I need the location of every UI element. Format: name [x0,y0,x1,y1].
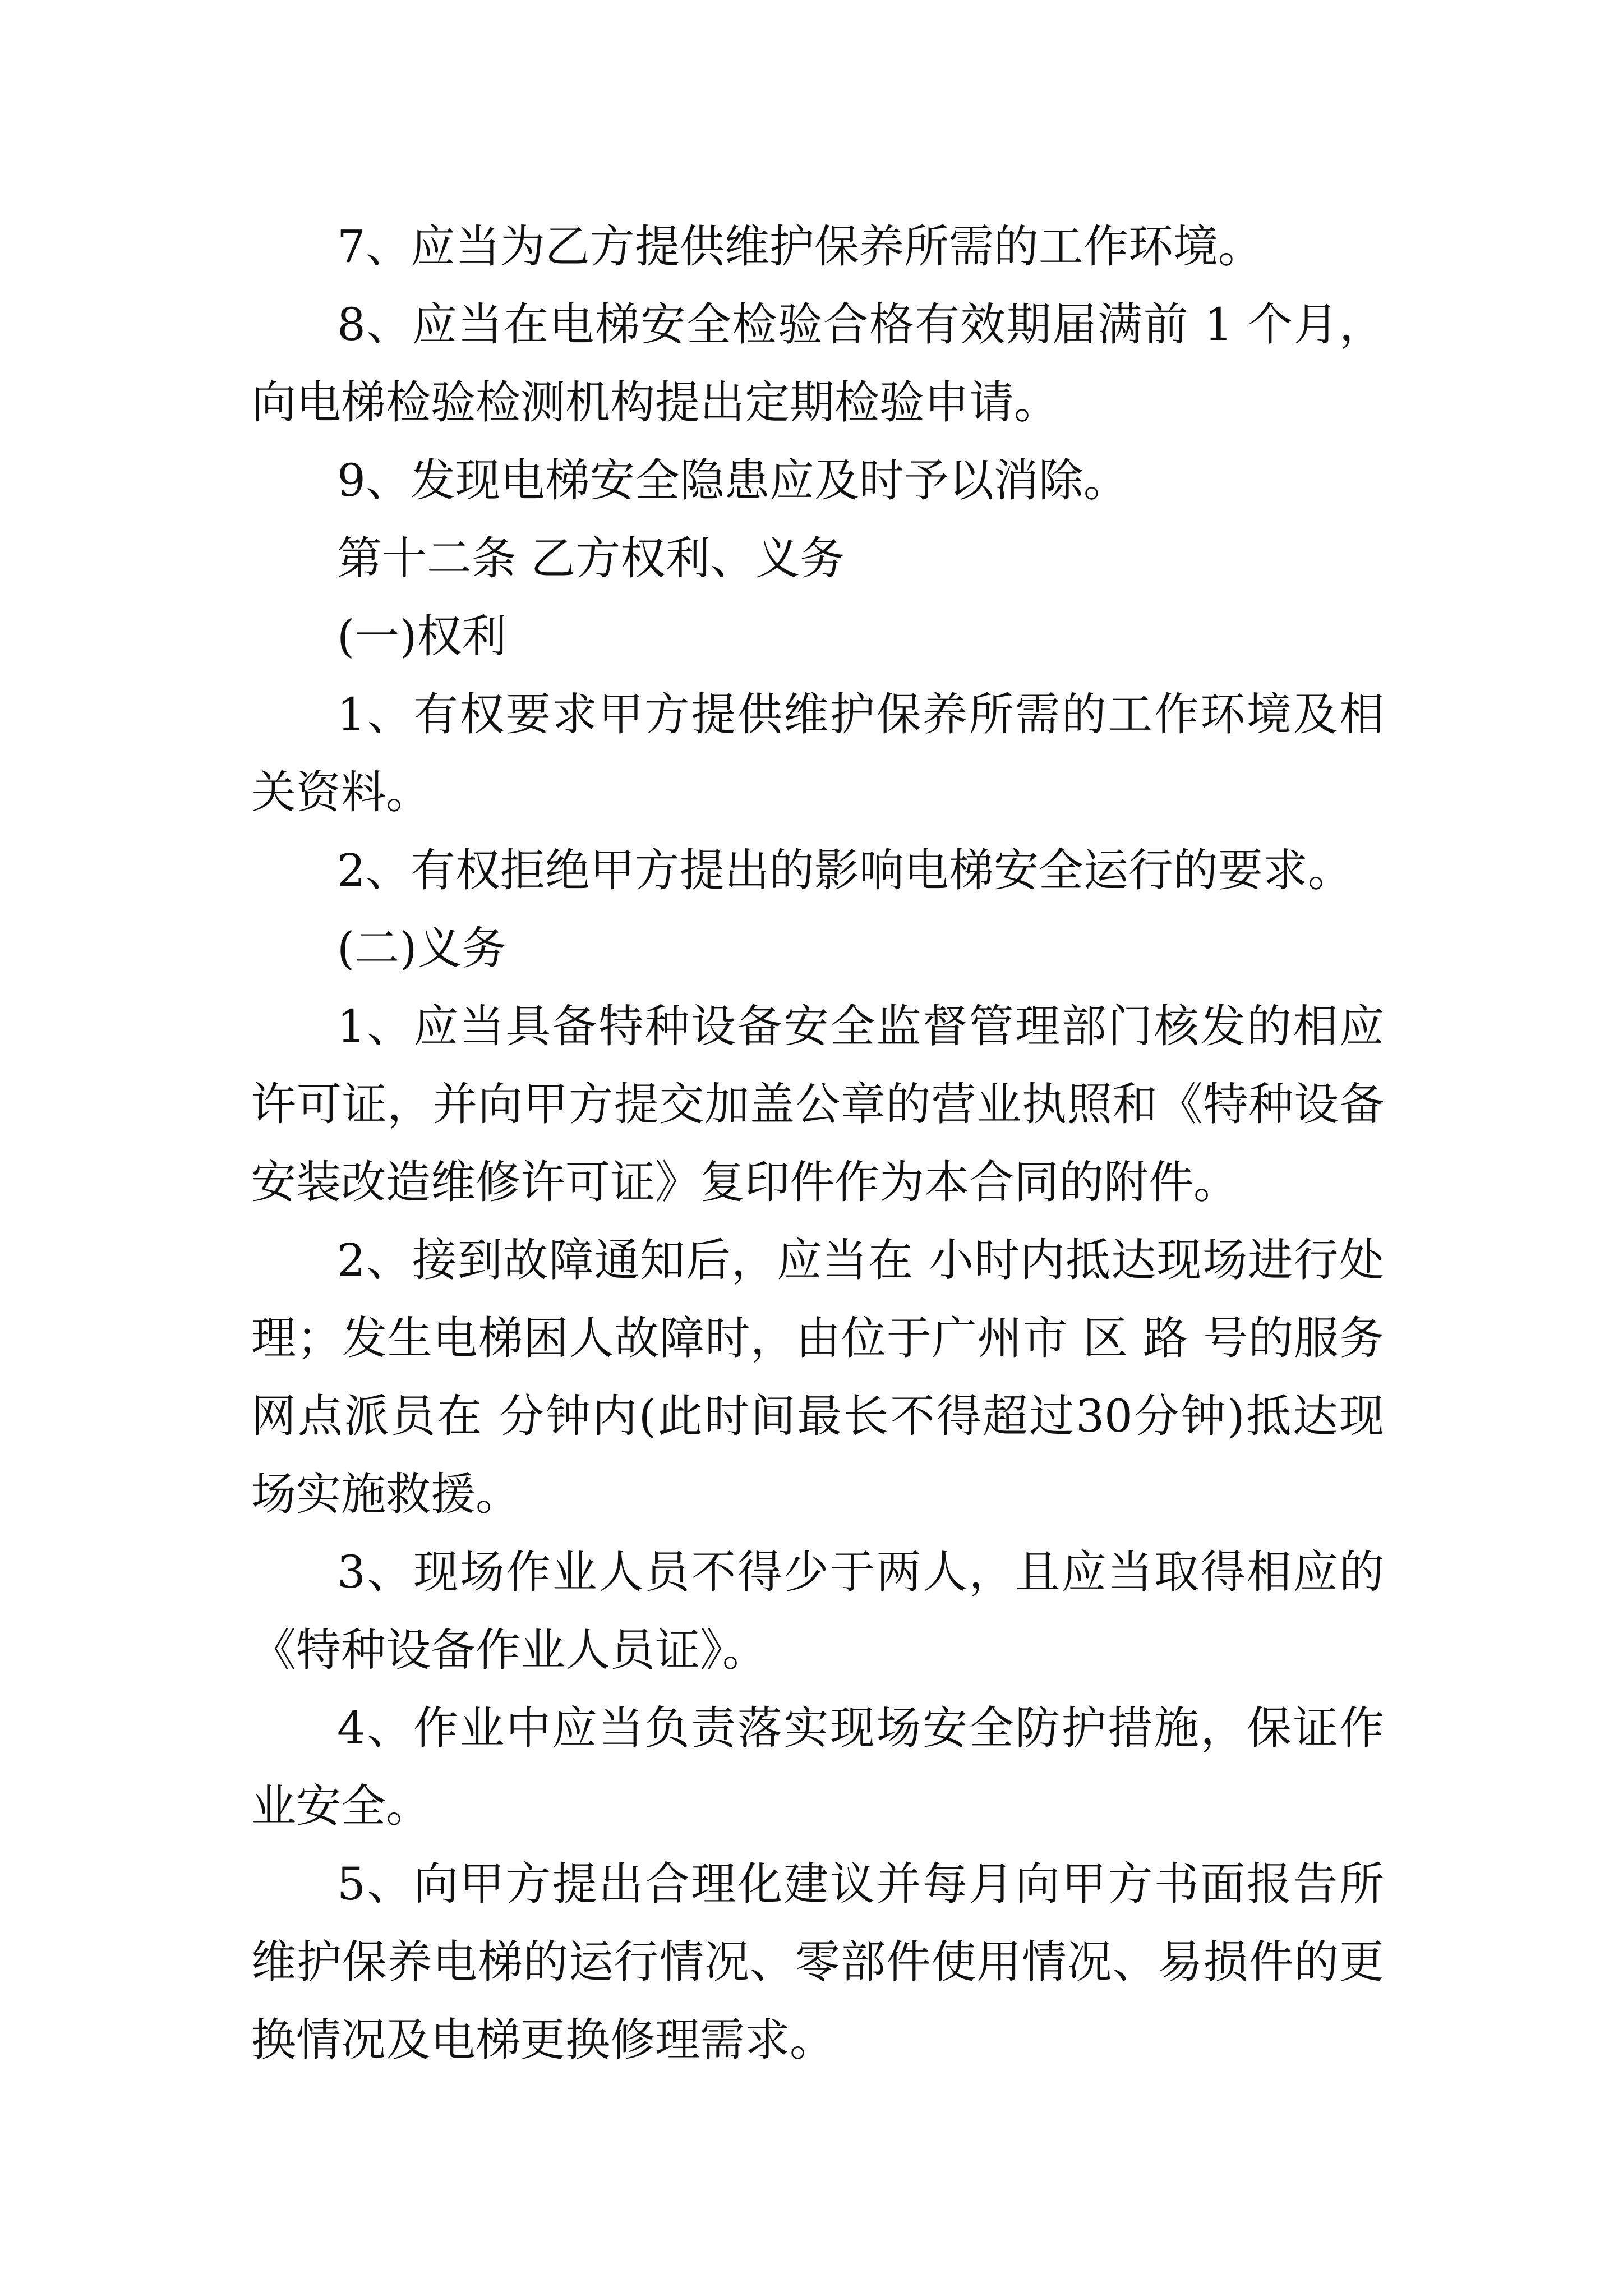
obligations-item-5: 5、向甲方提出合理化建议并每月向甲方书面报告所维护保养电梯的运行情况、零部件使用情况、易损件的更换情况及电梯更换修理需求。 [251,1858,1384,2066]
paragraph-item-8: 8、应当在电梯安全检验合格有效期届满前 1 个月，向电梯检验检测机构提出定期检验申请。 [251,298,1384,429]
section-obligations-heading: (二)义务 [337,922,507,974]
obligations-item-2: 2、接到故障通知后，应当在 小时内抵达现场进行处理；发生电梯困人故障时，由位于广州市 区 路 号的服务网点派员在 分钟内(此时间最长不得超过30分钟)抵达现场实施救援。 [251,1234,1384,1520]
rights-item-1: 1、有权要求甲方提供维护保养所需的工作环境及相关资料。 [251,688,1384,818]
obligations-item-3: 3、现场作业人员不得少于两人，且应当取得相应的《特种设备作业人员证》。 [251,1546,1384,1676]
article-12-heading: 第十二条 乙方权利、义务 [337,532,845,585]
obligations-item-4: 4、作业中应当负责落实现场安全防护措施，保证作业安全。 [251,1702,1384,1832]
obligations-item-1: 1、应当具备特种设备安全监督管理部门核发的相应许可证，并向甲方提交加盖公章的营业执照和《特种设备安装改造维修许可证》复印件作为本合同的附件。 [251,1000,1384,1208]
section-rights-heading: (一)权利 [337,610,507,662]
rights-item-2: 2、有权拒绝甲方提出的影响电梯安全运行的要求。 [337,844,1353,896]
paragraph-item-9: 9、发现电梯安全隐患应及时予以消除。 [337,454,1128,507]
paragraph-item-7: 7、应当为乙方提供维护保养所需的工作环境。 [337,220,1263,273]
document-page [251,208,1384,2079]
